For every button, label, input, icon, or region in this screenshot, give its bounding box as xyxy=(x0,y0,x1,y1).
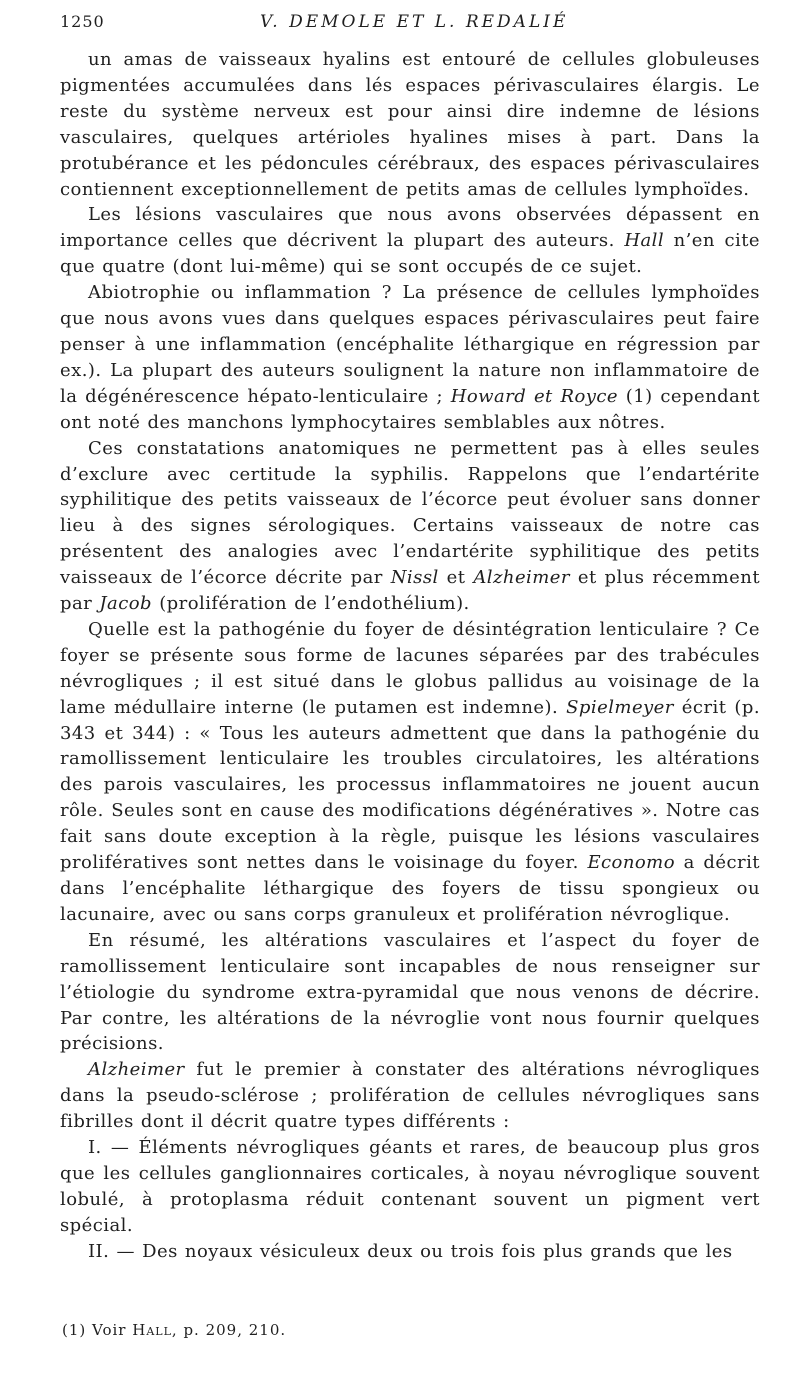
paragraph xyxy=(60,1135,760,1239)
text-run: et xyxy=(438,567,474,589)
cited-author: Howard et Royce xyxy=(450,385,619,407)
cited-author: Spielmeyer xyxy=(566,696,674,718)
cited-author: Jacob xyxy=(99,593,153,615)
text-run: écrit (p. 343 et 344) : « Tous les auteurs admettent que dans la pathogénie du ramollissement lenticulaire les troubles circulatoires, les altérations des parois vasculaires, les processus inflammatoires ne jouent aucun rôle. Seules sont en cause des modifications dégénératives ». Notre cas fait sans doute exception à la règle, puisque les lésions vasculaires prolifératives sont nettes dans le voisinage du foyer. xyxy=(60,696,760,874)
text-run: Quelle est la pathogénie du foyer de désintégration lenticulaire ? Ce foyer se présente sous forme de lacunes séparées par des trabécules névrogliques ; il est situé dans le globus pallidus au voisinage de la lame médullaire interne (le putamen est indemne). xyxy=(60,618,760,718)
paragraph xyxy=(60,280,760,435)
paragraph xyxy=(60,202,760,280)
text-run: En résumé, les altérations vasculaires et l’aspect du foyer de ramollissement lenticulaire sont incapables de nous renseigner sur l’étiologie du syndrome extra-pyramidal que nous venons de décrire. Par contre, les altérations de la névroglie vont nous fournir quelques précisions. xyxy=(60,929,760,1055)
body-text xyxy=(60,47,760,1265)
cited-author: Hall xyxy=(624,230,665,252)
cited-author: Economo xyxy=(587,852,675,874)
text-run: a décrit dans l’encéphalite léthargique des foyers de tissu spongieux ou lacunaire, avec ou sans corps granuleux et prolifération névroglique. xyxy=(60,852,760,925)
text-run: Ces constatations anatomiques ne permettent pas à elles seules d’exclure avec certitude la syphilis. Rappelons que l’endartérite syphilitique des petits vaisseaux de l’écorce peut évoluer sans donner lieu à des signes sérologiques. Certains vaisseaux de notre cas présentent des analogies avec l’endartérite syphilitique des petits vaisseaux de l’écorce décrite par xyxy=(60,437,760,589)
cited-author: Alzheimer xyxy=(473,567,570,589)
text-run: n’en cite que quatre (dont lui-même) qui se sont occupés de ce sujet. xyxy=(60,230,761,278)
paragraph xyxy=(60,928,760,1058)
paragraph xyxy=(60,617,760,928)
text-run: et plus récemment par xyxy=(60,567,760,615)
footnote-pages: , p. 209, 210. xyxy=(171,1321,287,1339)
paragraph xyxy=(60,436,760,617)
cited-author: Nissl xyxy=(390,567,439,589)
footnote-marker: (1) Voir xyxy=(62,1321,127,1339)
footnote-author: Hall xyxy=(132,1321,172,1339)
cited-author: Alzheimer xyxy=(88,1059,185,1081)
text-run: (1) cependant ont noté des manchons lymphocytaires semblables aux nôtres. xyxy=(60,385,760,433)
page-number: 1250 xyxy=(60,12,105,31)
footnote xyxy=(62,1321,286,1339)
text-run: Les lésions vasculaires que nous avons observées dépassent en importance celles que décrivent la plupart des auteurs. xyxy=(60,204,760,252)
text-run: I. — Éléments névrogliques géants et rares, de beaucoup plus gros que les cellules ganglionnaires corticales, à noyau névroglique souvent lobulé, à protoplasma réduit contenant souvent un pigment vert spécial. xyxy=(60,1137,760,1236)
text-run: (prolifération de l’endothélium). xyxy=(152,593,470,615)
text-run: II. — Des noyaux vésiculeux deux ou trois fois plus grands que les xyxy=(88,1240,733,1262)
page-header xyxy=(60,12,770,40)
paragraph xyxy=(60,47,760,202)
text-run: Abiotrophie ou inflammation ? La présence de cellules lymphoïdes que nous avons vues dans quelques espaces périvasculaires peut faire penser à une inflammation (encéphalite léthargique en régression par ex.). La plupart des auteurs soulignent la nature non inflammatoire de la dégénérescence hépato-lenticulaire ; xyxy=(60,282,760,407)
running-head: V. DEMOLE ET L. REDALIÉ xyxy=(260,12,569,32)
paragraph xyxy=(60,1057,760,1135)
text-run: fut le premier à constater des altérations névrogliques dans la pseudo-sclérose ; prolifération de cellules névrogliques sans fibrilles dont il décrit quatre types différents : xyxy=(60,1059,760,1133)
text-run: un amas de vaisseaux hyalins est entouré de cellules globuleuses pigmentées accumulées dans lés espaces périvasculaires élargis. Le reste du système nerveux est pour ainsi dire indemne de lésions vasculaires, quelques artérioles hyalines mises à part. Dans la protubérance et les pédoncules cérébraux, des espaces périvasculaires contiennent exceptionnellement de petits amas de cellules lymphoïdes. xyxy=(60,49,760,200)
paragraph xyxy=(60,1239,760,1265)
